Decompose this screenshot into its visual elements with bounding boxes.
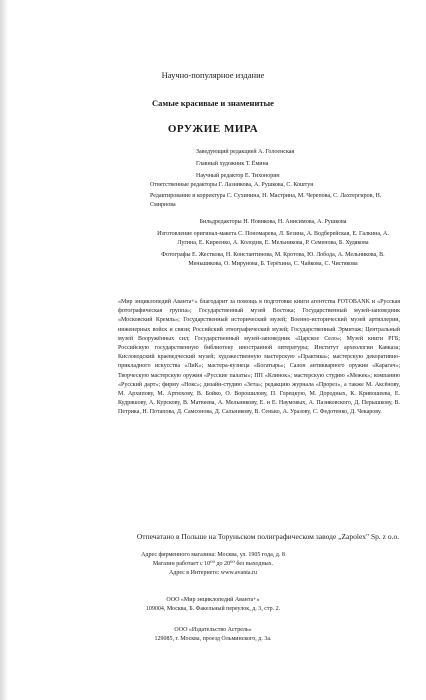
credit-science-editor: Научный редактор Е. Тихонорин (196, 173, 280, 179)
store-address (0, 551, 426, 578)
store-address-line: Адрес фирменного магазина: Москва, ул. 1905 года, д. 8 (141, 552, 285, 558)
store-web-line: Адрес в Интернете: www.avanta.ru (168, 570, 258, 576)
credit-responsible-editors: Ответственные редакторы Г. Лазникова, А. Рушкова, С. Коштун (150, 182, 314, 188)
publisher-address-1 (0, 596, 426, 614)
credit-bildeditors: Бильдредакторы Н. Новикова, Н. Анисимова, А. Рушкова (199, 219, 347, 225)
store-hours-line: Магазин работает с 10⁰⁰ до 20⁰⁰ без выходных. (152, 561, 274, 567)
edition-type: Научно-популярное издание (161, 70, 265, 80)
credit-photographers: Фотографы Е. Жесткова, Н. Константинова, М. Кротова, Ю. Лобода, А. Мельникова, В. Меньшикова, О. Мирунова, Б. Терёхина, С. Чайкова, С. Чистякова (161, 252, 385, 267)
publisher-1-name: ООО «Мир энциклопедий Аванта+» (166, 597, 260, 603)
credits-block-3 (150, 218, 396, 272)
publisher-2-address: 129085, г. Москва, проезд Ольминского, д. 3а. (154, 636, 272, 642)
credits-block-2 (150, 181, 400, 210)
series-name: Самые красивые и знаменитые (152, 98, 274, 108)
book-title: ОРУЖИЕ МИРА (167, 123, 259, 135)
publisher-1-address: 109004, Москва, Б. Факельный переулок, д. 3, стр. 2. (145, 606, 281, 612)
credits-block (196, 148, 396, 184)
credit-head-editor: Заведующий редакцией А. Голоенская (196, 149, 295, 155)
acknowledgements: «Мир энциклопедий Аванта+» благодарит за помощь в подготовке книги агентства FOTOBANK и «Русская фотографическая группа»; Государственный музей Востока; Государственный музей-заповедник «Московский Кремль»; Государственный исторический музей; Военно-исторический музей артиллерии, инженерных войск и связи; Российский этнографический музей; Государственный Эрмитаж; Центральный музей Вооружённых сил; Государственный музей-заповедник «Царское Село»; Музей книги РГБ; Российскую государственную библиотеку иностранной литературы; Институт археологии Кавказа; Кисловодский краеведческий музей; художественную мастерскую «Практика»; мастерскую декоративно-прикладного искусства «ЛиК»; мастера-кузнеца «Богатырь»; Салон антикварного оружия «Карагач»; Творческую мастерскую оружия «Русские палаты»; ПП «Клинок»; мастерскую студию «Межек»; компанию «Русский дарт»; фирму «Нокс»; дизайн-студию «Зета»; редакцию журнала «Прорез», а также М. Аксёнову, М. Архипову, М. Артюхову, В. Бойко, О. Ворошилову, П. Горецкую, М. Дородных, К. Кривошеева, Е. Кудряшову, А. Курскову, В. Матвеева, А. Мельникову, Е. и Е. Наумовых, А. Пазиковского, Д. Перышкову, В. Петрика, Н. Потапова, Д. Самсонова, Д. Сальникову, В. Сенько, А. Уразову, С. Федотенко, Д. Чекарову. (118, 299, 400, 416)
publisher-2-name: ООО «Издательство Астрель» (174, 627, 252, 633)
credit-proofreading: Редактирование и корректура С. Сухинина, Н. Мастрина, М. Черепова, С. Лахтергиров, Н. Смирнова (150, 193, 382, 208)
publisher-address-2 (0, 626, 426, 644)
credit-art-director: Главный художник Т. Ёмина (196, 161, 269, 167)
credit-illustrations: Изготовление оригинал-макета С. Пономарева, Л. Безина, А. Водберейская, Е. Галкина, А. Лугина, Е. Киреенко, А. Колодня, Е. Мельникова, Р. Семенова, Б. Худякова (157, 231, 389, 246)
printing-note: Отпечатано в Польше на Торуньском полиграфическом заводе „Zapolex" Sp. z o.o. (136, 532, 400, 541)
